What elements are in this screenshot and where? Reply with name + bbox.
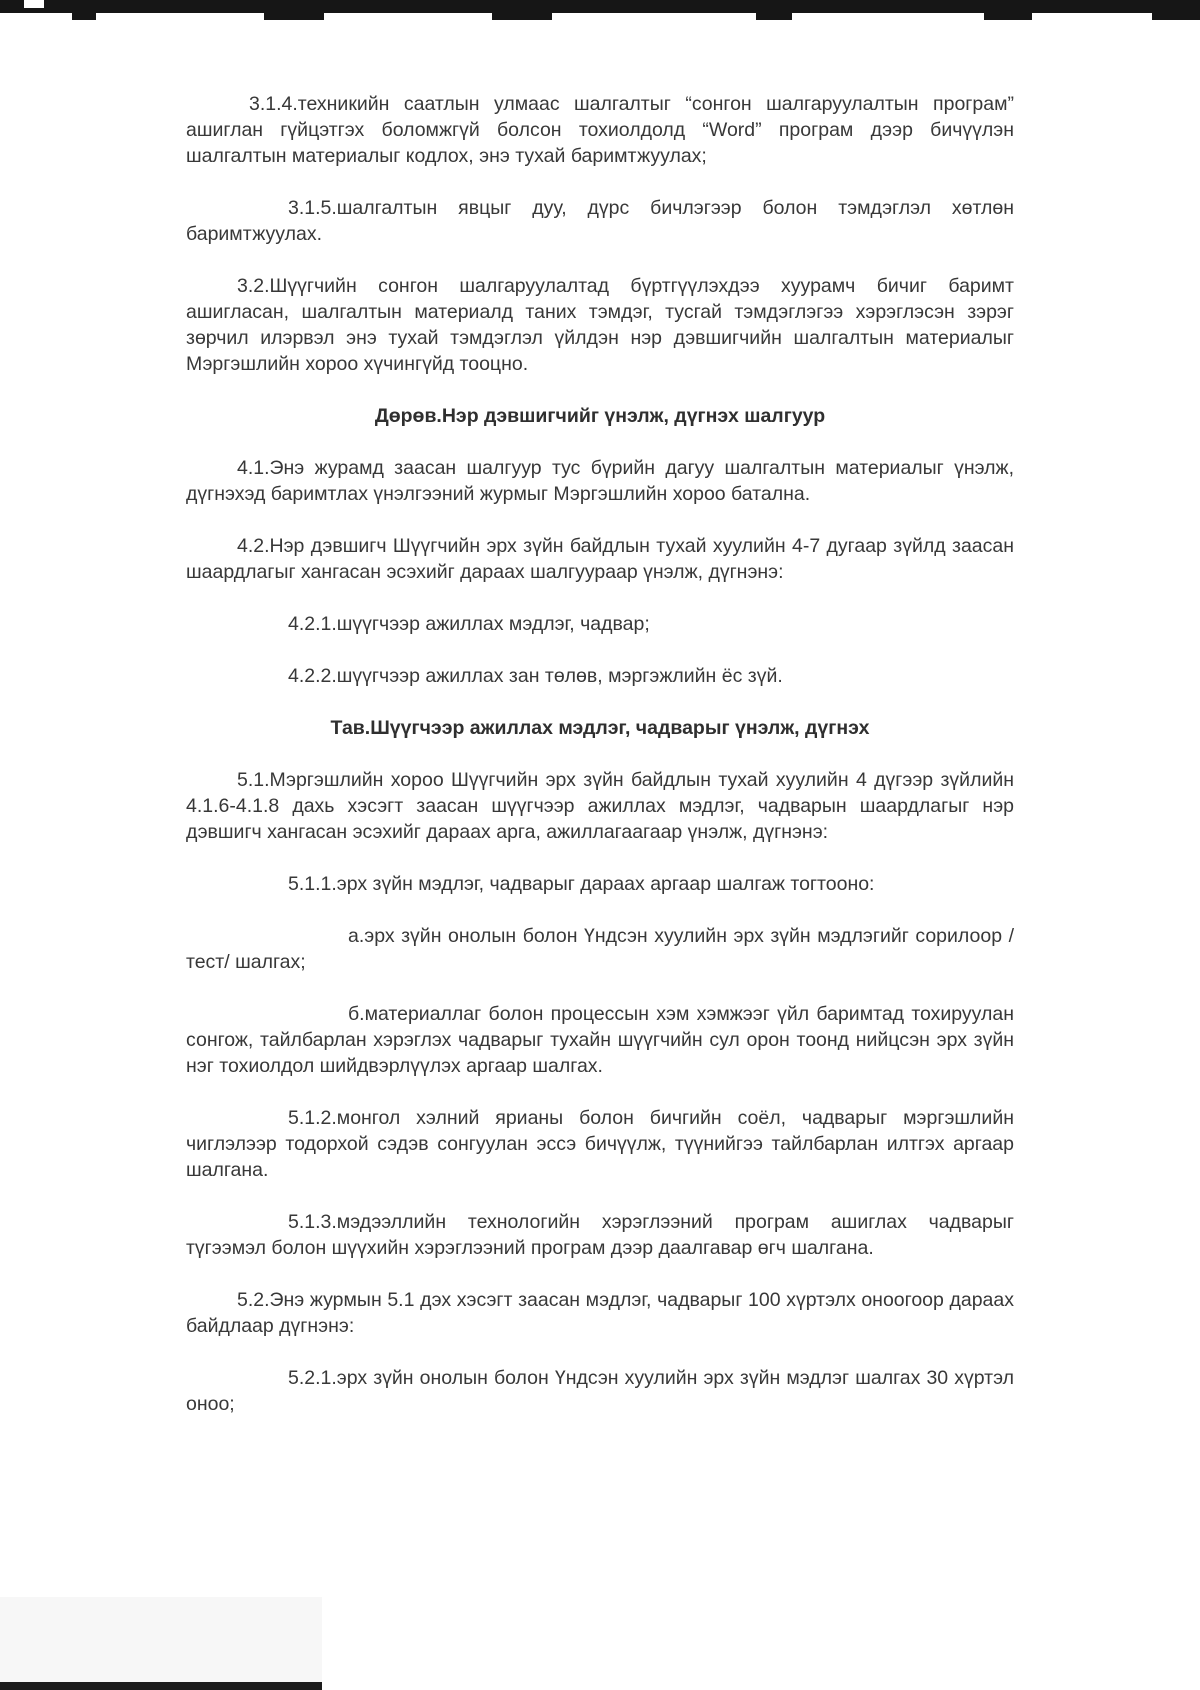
paragraph-5-2: 5.2.Энэ журмын 5.1 дэх хэсэгт заасан мэдлэг, чадварыг 100 хүртэлх оноогоор дараах байдлаар дүгнэнэ: bbox=[186, 1289, 1014, 1337]
scan-artifact-bottom-left-shadow bbox=[0, 1597, 322, 1690]
document-content bbox=[186, 91, 1014, 1443]
paragraph-3-2: 3.2.Шүүгчийн сонгон шалгаруулалтад бүртгүүлэхдээ хуурамч бичиг баримт ашигласан, шалгалтын материалд таних тэмдэг, тусгай тэмдэглэгээ хэрэглэсэн зэрэг зөрчил илэрвэл энэ тухай тэмдэглэл үйлдэн нэр дэвшигчийн шалгалтын материалыг Мэргэшлийн хороо хүчингүйд тооцно. bbox=[186, 275, 1014, 375]
paragraph-3-1-5: 3.1.5.шалгалтын явцыг дуу, дүрс бичлэгээр болон тэмдэглэл хөтлөн баримтжуулах. bbox=[186, 197, 1014, 245]
paragraph-4-2-2: 4.2.2.шүүгчээр ажиллах зан төлөв, мэргэжлийн ёс зүй. bbox=[288, 665, 783, 687]
paragraph-4-2-1: 4.2.1.шүүгчээр ажиллах мэдлэг, чадвар; bbox=[288, 613, 650, 635]
section-heading-four: Дөрөв.Нэр дэвшигчийг үнэлж, дүгнэх шалгуур bbox=[374, 405, 826, 427]
scan-artifact-bottom-left-bar bbox=[0, 1682, 322, 1690]
paragraph-4-2: 4.2.Нэр дэвшигч Шүүгчийн эрх зүйн байдлын тухай хуулийн 4-7 дугаар зүйлд заасан шаардлагыг хангасан эсэхийг дараах шалгуураар үнэлж, дүгнэнэ: bbox=[186, 535, 1014, 583]
paragraph-5-2-1: 5.2.1.эрх зүйн онолын болон Үндсэн хуулийн эрх зүйн мэдлэг шалгах 30 хүртэл оноо; bbox=[186, 1367, 1014, 1415]
paragraph-item-a: а.эрх зүйн онолын болон Үндсэн хуулийн эрх зүйн мэдлэгийг сорилоор /тест/ шалгах; bbox=[186, 925, 1014, 973]
paragraph-5-1-1: 5.1.1.эрх зүйн мэдлэг, чадварыг дараах аргаар шалгаж тогтооно: bbox=[288, 873, 875, 895]
paragraph-5-1-2: 5.1.2.монгол хэлний ярианы болон бичгийн соёл, чадварыг мэргэшлийн чиглэлээр тодорхой сэдэв сонгуулан эссэ бичүүлж, түүнийгээ тайлбарлан илтгэх аргаар шалгана. bbox=[186, 1107, 1014, 1181]
paragraph-5-1-3: 5.1.3.мэдээллийн технологийн хэрэглээний програм ашиглах чадварыг түгээмэл болон шүүхийн хэрэглээний програм дээр даалгавар өгч шалгана. bbox=[186, 1211, 1014, 1259]
paragraph-4-1: 4.1.Энэ журамд заасан шалгуур тус бүрийн дагуу шалгалтын материалыг үнэлж, дүгнэхэд баримтлах үнэлгээний журмыг Мэргэшлийн хороо батална. bbox=[186, 457, 1014, 505]
scan-artifact-top-bar bbox=[0, 0, 1200, 13]
section-heading-five: Тав.Шүүгчээр ажиллах мэдлэг, чадварыг үнэлж, дүгнэх bbox=[330, 717, 870, 739]
paragraph-5-1: 5.1.Мэргэшлийн хороо Шүүгчийн эрх зүйн байдлын тухай хуулийн 4 дүгээр зүйлийн 4.1.6-4.1.8 дахь хэсэгт заасан шүүгчээр ажиллах мэдлэг, чадварын шаардлагыг нэр дэвшигч хангасан эсэхийг дараах арга, ажиллагаагаар үнэлж, дүгнэнэ: bbox=[186, 769, 1014, 843]
paragraph-3-1-4: 3.1.4.техникийн саатлын улмаас шалгалтыг “сонгон шалгаруулалтын програм” ашиглан гүйцэтгэх боломжгүй болсон тохиолдолд “Word” програм дээр бичүүлэн шалгалтын материалыг кодлох, энэ тухай баримтжуулах; bbox=[186, 93, 1014, 167]
paragraph-item-b: б.материаллаг болон процессын хэм хэмжээг үйл баримтад тохируулан сонгож, тайлбарлан хэрэглэх чадварыг тухайн шүүгчийн сул орон тоонд нийцсэн эрх зүйн нэг тохиолдол шийдвэрлүүлэх аргаар шалгах. bbox=[186, 1003, 1014, 1077]
